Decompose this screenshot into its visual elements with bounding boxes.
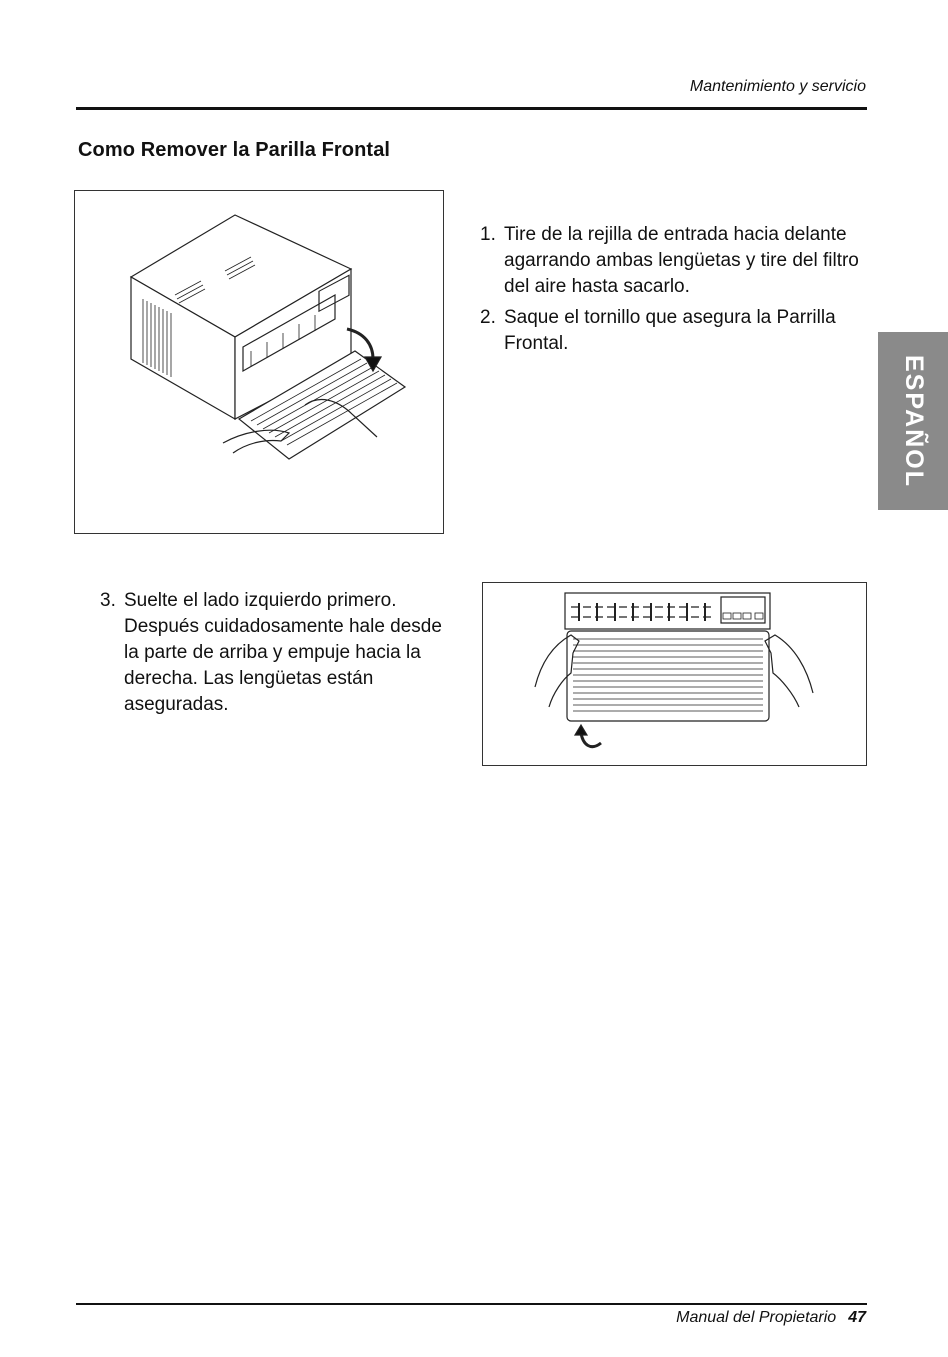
figure-ac-unit-open-grille xyxy=(74,190,444,534)
steps-list-bottom xyxy=(100,588,460,723)
manual-name: Manual del Propietario xyxy=(676,1309,837,1326)
header-rule xyxy=(76,107,867,110)
ac-unit-illustration xyxy=(75,191,443,533)
step-item xyxy=(100,588,460,718)
step-number: 3. xyxy=(100,590,116,611)
step-item xyxy=(480,222,870,300)
figure-front-grille-removal xyxy=(482,582,867,766)
running-footer xyxy=(676,1309,866,1327)
footer-rule xyxy=(76,1303,867,1305)
section-title: Como Remover la Parilla Frontal xyxy=(78,139,391,161)
step-number: 2. xyxy=(480,307,496,328)
steps-list-top xyxy=(480,222,870,362)
step-text: Suelte el lado izquierdo primero. Después cuidadosamente hale desde la parte de arriba y empuje hacia la derecha. Las lengüetas están aseguradas. xyxy=(124,590,442,715)
page-number: 47 xyxy=(848,1309,866,1326)
front-grille-illustration xyxy=(483,583,866,765)
step-item xyxy=(480,305,870,357)
language-tab xyxy=(878,332,948,510)
running-header: Mantenimiento y servicio xyxy=(689,78,866,95)
step-text: Tire de la rejilla de entrada hacia delante agarrando ambas lengüetas y tire del filtro del aire hasta sacarlo. xyxy=(504,224,859,297)
step-text: Saque el tornillo que asegura la Parrilla Frontal. xyxy=(504,307,836,354)
step-number: 1. xyxy=(480,224,496,245)
language-tab-label: ESPAÑOL xyxy=(899,354,928,488)
